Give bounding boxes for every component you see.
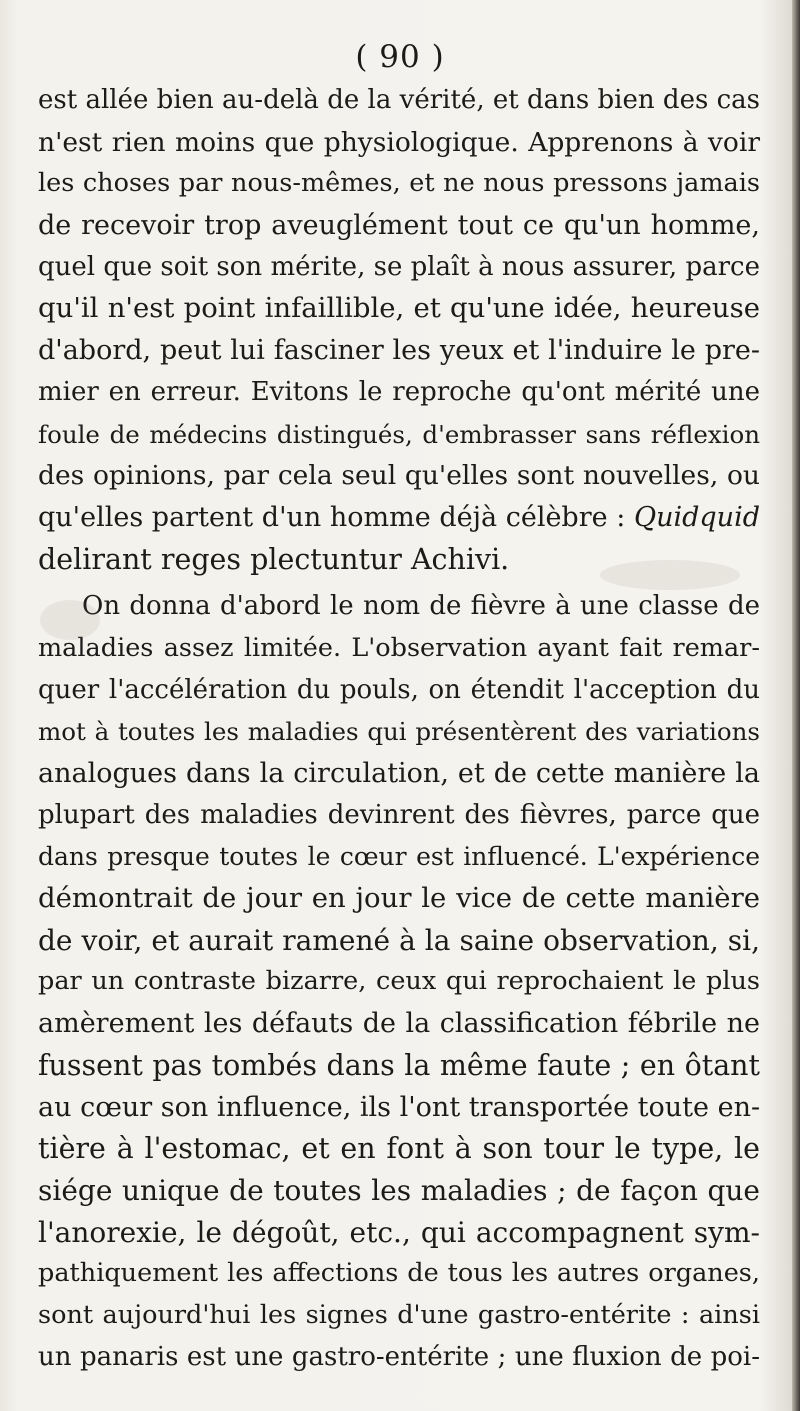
latin-quote-end: delirant reges plectuntur Achivi. (38, 542, 510, 576)
latin-quote-start: Quidquid (633, 501, 760, 533)
paper-stain (600, 560, 740, 590)
body-text (38, 80, 760, 1378)
text-line: siége unique de toutes les maladies ; de façon que (38, 1173, 760, 1207)
page-number: ( 90 ) (355, 39, 445, 75)
page-edge-shadow (792, 0, 800, 1411)
text-line: les choses par nous-mêmes, et ne nous pressons jamais (38, 168, 760, 199)
text-line: pathiquement les affections de tous les autres organes, (38, 1258, 760, 1289)
text-line: analogues dans la circulation, et de cette manière la (38, 758, 760, 789)
text-line: de voir, et aurait ramené à la saine observation, si, (38, 923, 760, 957)
text-line: dans presque toutes le cœur est influencé. L'expérience (38, 842, 760, 872)
text-line: fussent pas tombés dans la même faute ; en ôtant (38, 1048, 760, 1082)
text-line: est allée bien au-delà de la vérité, et dans bien des cas (38, 85, 760, 115)
text-line: par un contraste bizarre, ceux qui reprochaient le plus (38, 966, 760, 997)
text-line: maladies assez limitée. L'observation ayant fait remar- (38, 632, 760, 663)
text-line: démontrait de jour en jour le vice de cette manière (38, 882, 760, 915)
paper-stain (40, 600, 100, 640)
text-line: quer l'accélération du pouls, on étendit l'acception du (38, 674, 760, 705)
text-line: sont aujourd'hui les signes d'une gastro-entérite : ainsi (38, 1299, 760, 1330)
text-line: mot à toutes les maladies qui présentèrent des variations (38, 717, 760, 747)
text-line: qu'il n'est point infaillible, et qu'une idée, heureuse (38, 292, 760, 325)
text-line: On donna d'abord le nom de fièvre à une classe de (82, 591, 760, 622)
text-line: foule de médecins distingués, d'embrasser sans réflexion (38, 419, 760, 449)
text-line: un panaris est une gastro-entérite ; une fluxion de poi- (38, 1341, 760, 1372)
text-line: l'anorexie, le dégoût, etc., qui accompagnent sym- (38, 1215, 760, 1249)
text-line: d'abord, peut lui fasciner les yeux et l'induire le pre- (38, 335, 760, 367)
text-line: mier en erreur. Evitons le reproche qu'ont mérité une (38, 376, 760, 407)
text-line: quel que soit son mérite, se plaît à nous assurer, parce (38, 251, 760, 282)
text-line: des opinions, par cela seul qu'elles sont nouvelles, ou (38, 460, 760, 492)
text-line: de recevoir trop aveuglément tout ce qu'un homme, (38, 210, 760, 242)
text-line: tière à l'estomac, et en font à son tour le type, le (38, 1132, 760, 1166)
text-line: amèrement les défauts de la classification fébrile ne (38, 1008, 760, 1040)
text-line: au cœur son influence, ils l'ont transportée toute en- (38, 1091, 761, 1123)
text-line: n'est rien moins que physiologique. Apprenons à voir (38, 126, 760, 158)
text-line: plupart des maladies devinrent des fièvres, parce que (38, 799, 760, 830)
text-line-with-quote (38, 497, 760, 539)
quote-lead-text: qu'elles partent d'un homme déjà célèbre : (38, 501, 634, 533)
